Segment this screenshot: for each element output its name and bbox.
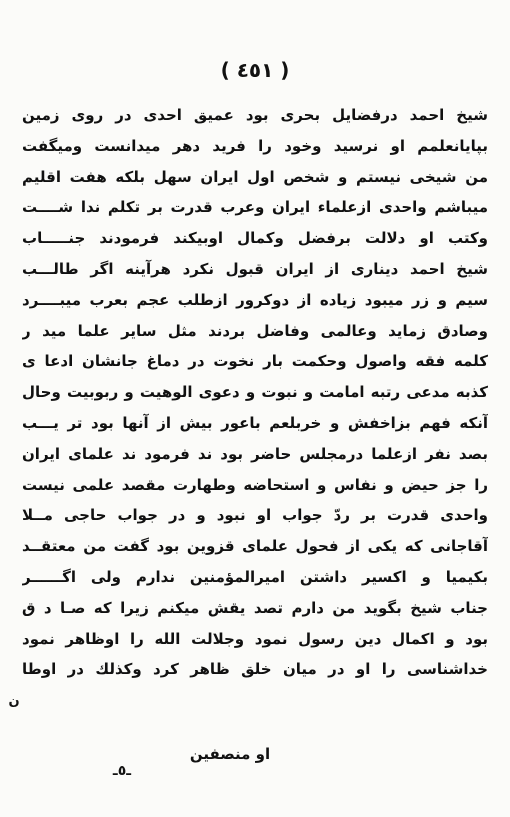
body-text: [22, 100, 488, 685]
text-line-11: آنکه فهم بزاخفش و خربلعم باعور بیش از آنها بود تر یـــب: [22, 413, 488, 432]
text-line-17: جناب شیخ بگوید من دارم تصد یقش میکنم زیرا که صـا د ق: [22, 598, 488, 617]
text-line-9: کلمه فقه واصول وحکمت بار نخوت در دماغ جانشان ادعا ی: [22, 352, 488, 371]
text-line-3: من شیخی نیستم و شخص اول ایران سهل بلکه هفت اقلیم: [22, 167, 488, 186]
text-line-8: وصادق زماید وعالمی وفاضل بردند مثل سایر علما مید ر: [22, 321, 488, 340]
last-line: او منصفین: [189, 745, 271, 763]
text-line-1: شیخ احمد درفضایل بحری بود عمیق احدی در روی زمین: [22, 106, 488, 124]
text-line-18: بود و اکمال دین رسول نمود وجلالت الله را اوظاهر نمود: [22, 629, 488, 648]
text-line-4: میباشم واحدی ازعلماء ایران وعرب قدرت بر تکلم ندا شــــت: [22, 198, 488, 217]
text-line-10: کذبه مدعی رتبه امامت و نبوت و دعوی الوهیت و ربوبیت وحال: [22, 383, 488, 402]
text-line-15: آقاجانی که یکی از فحول علمای قزوین بود گفت من معتقــد: [22, 537, 488, 556]
text-line-14: واحدی قدرت بر ردّ جواب او نبود و در جواب حاجی مــلا: [22, 506, 488, 525]
margin-note: ن: [8, 694, 20, 709]
page-number: ( ٤٥١ ): [220, 58, 290, 82]
text-line-6: شیخ احمد دیناری از ایران قبول نکرد هرآینه اگر طالـــب: [22, 259, 488, 278]
text-line-16: بکیمیا و اکسیر داشتن امیرالمؤمنین ندارم ولی اگــــــر: [22, 567, 488, 586]
catchword: ـ٥ـ: [112, 763, 132, 779]
text-line-7: سیم و زر میبود زیاده از دوکرور ازطلب عجم بعرب میبــــرد: [22, 290, 488, 309]
text-line-2: بپایانعلمم او نرسید وخود را فرید دهر میدانست ومیگفت: [22, 136, 488, 155]
text-line-12: بصد نفر ازعلما درمجلس حاضر بود ند فرمود ند علمای ایران: [22, 444, 488, 463]
text-line-5: وکتب او دلالت برفضل وکمال اوبیکند فرمودند جنـــــاب: [22, 229, 488, 248]
text-line-19: خداشناسی را او در میان خلق ظاهر کرد وکذلك در اوطا: [22, 660, 488, 679]
text-line-13: را جز حیض و نفاس و استحاضه وطهارت مقصد علمی نیست: [22, 475, 488, 494]
